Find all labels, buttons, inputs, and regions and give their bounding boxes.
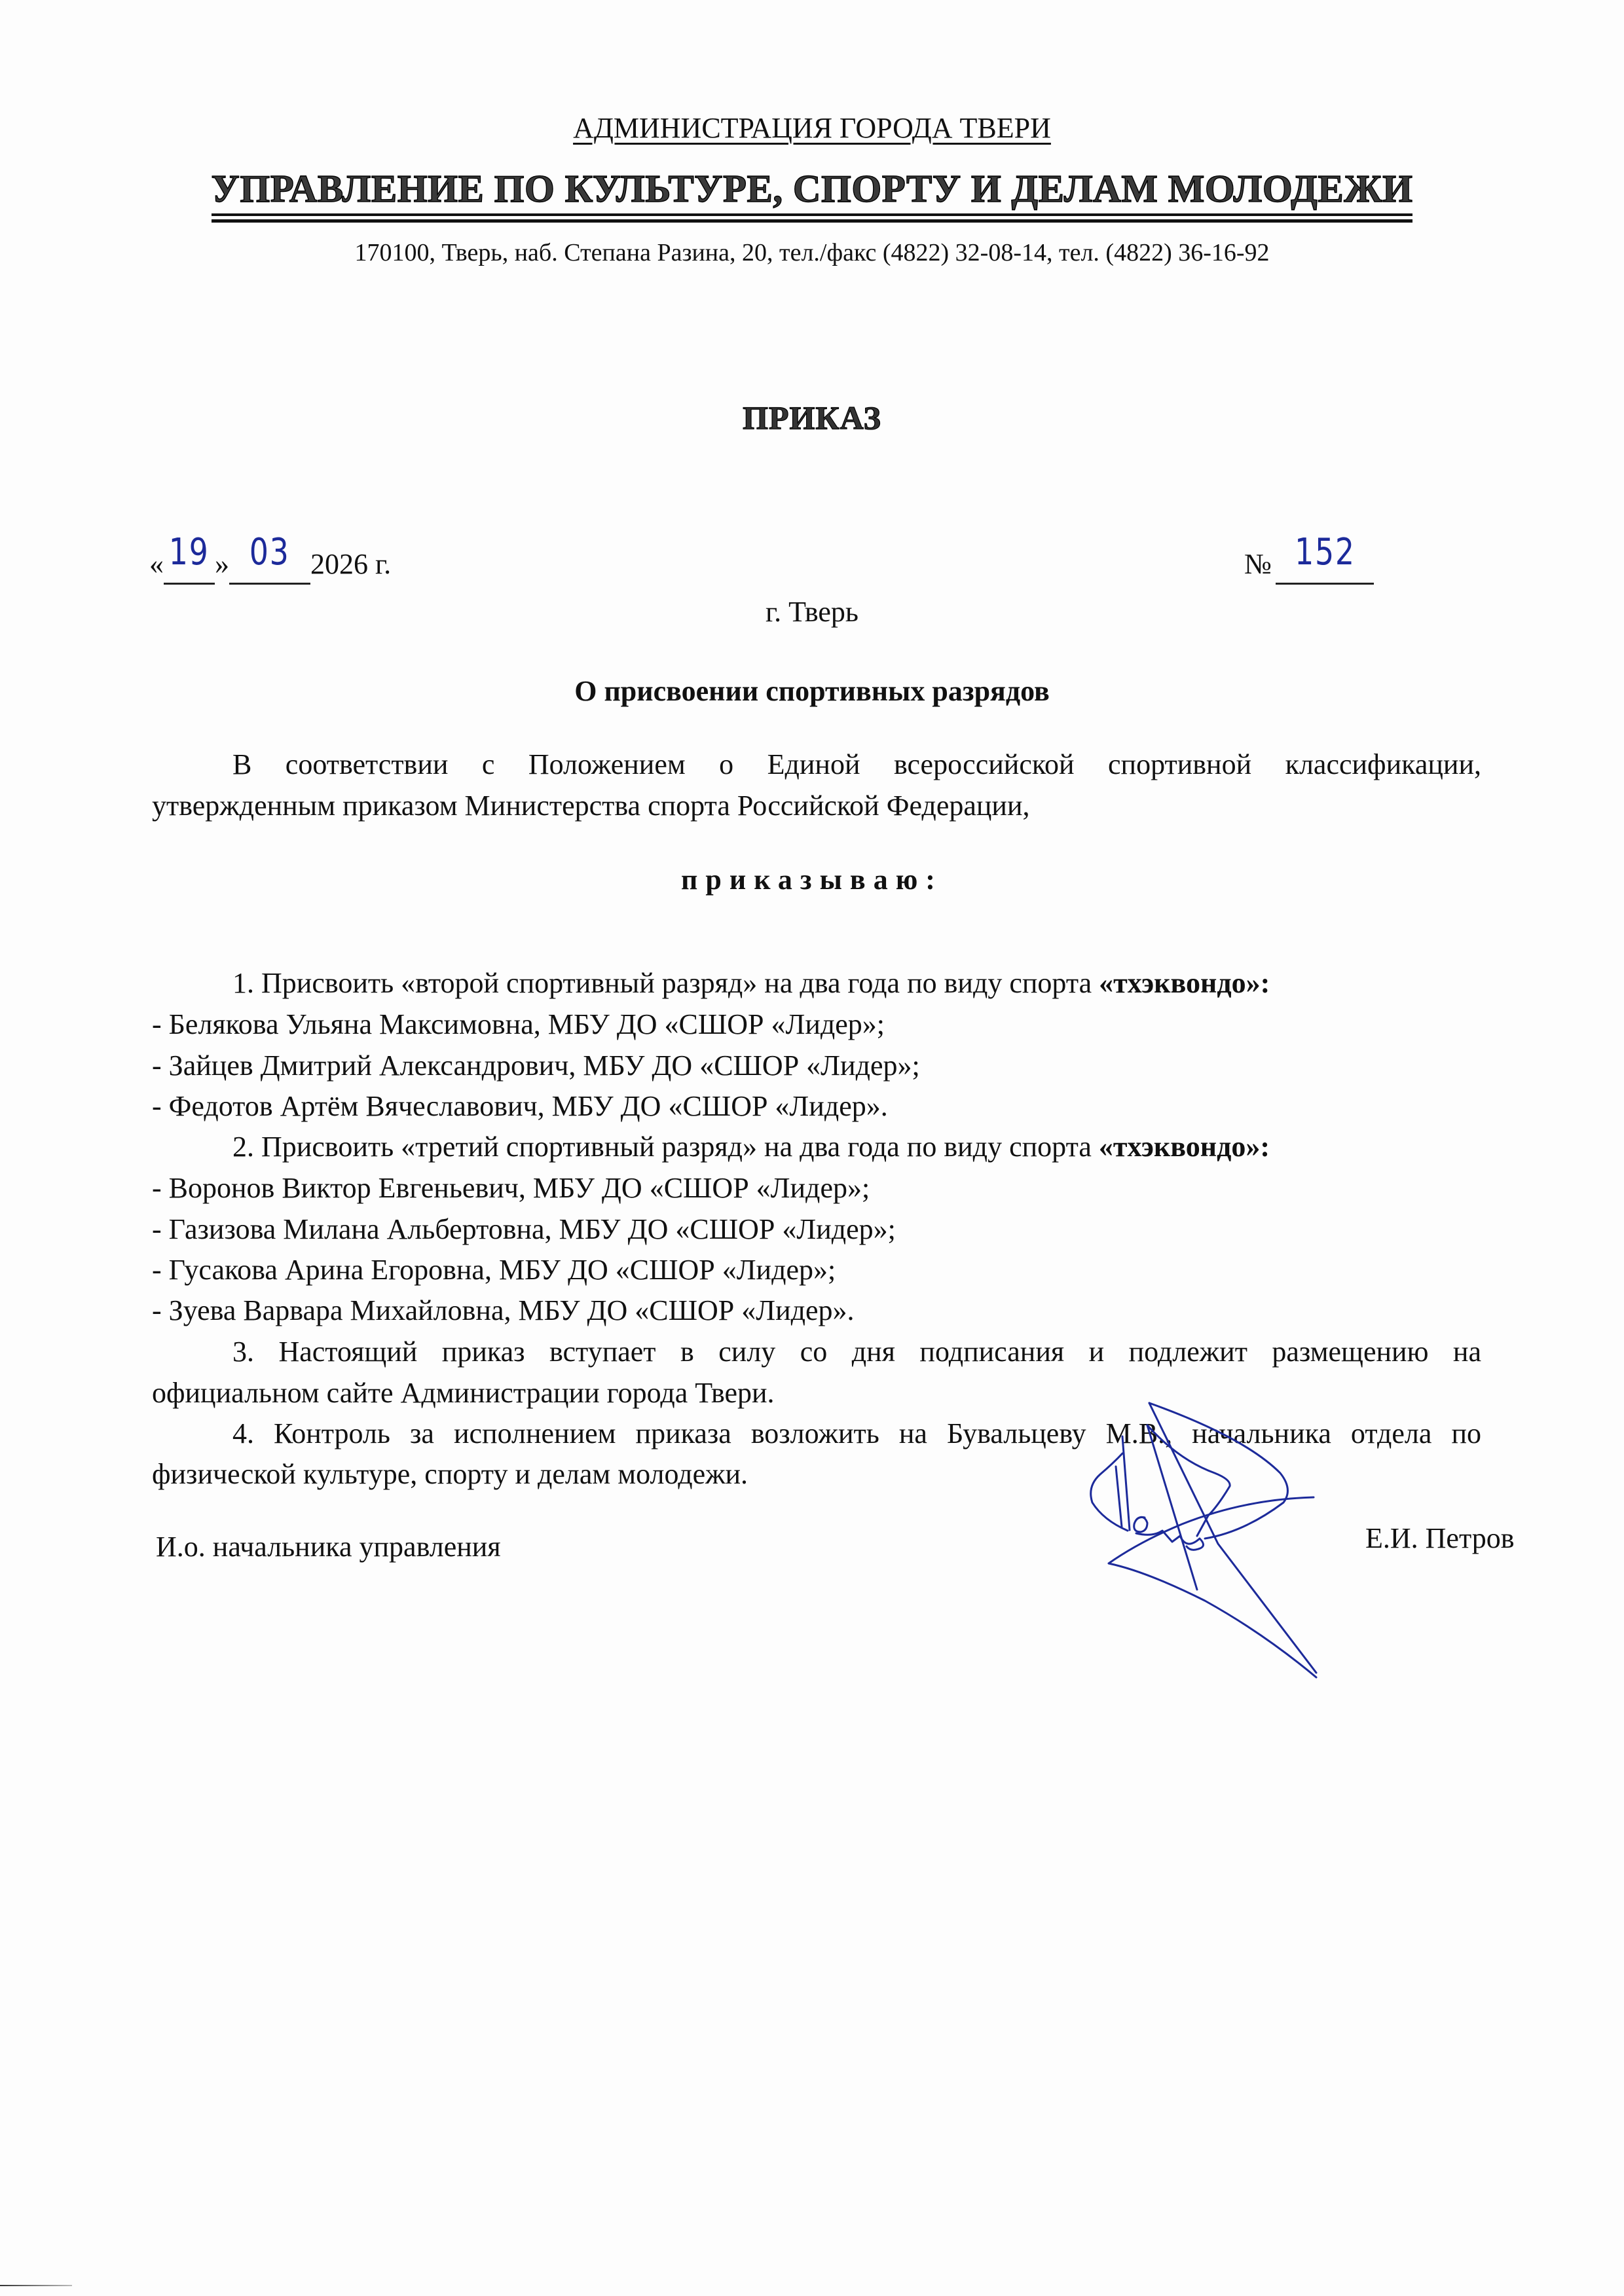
item-3-line-1: 3. Настоящий приказ вступает в силу со дня подписания и подлежит размещению на <box>232 1336 1481 1368</box>
date-year: 2026 г. <box>310 548 392 580</box>
item-1-heading <box>152 965 1481 1002</box>
list-item: - Зайцев Дмитрий Александрович, МБУ ДО «СШОР «Лидер»; <box>152 1049 920 1082</box>
signature-stroke <box>1116 1467 1122 1527</box>
city: г. Тверь <box>766 596 858 628</box>
signature-stroke <box>1134 1517 1147 1532</box>
number-field <box>1276 531 1374 585</box>
signature-stroke <box>1147 1425 1230 1536</box>
item-4-line-1: 4. Контроль за исполнением приказа возложить на Бувальцеву М.В., начальника отдела по <box>232 1417 1481 1449</box>
signatory-position: И.о. начальника управления <box>156 1531 501 1563</box>
number-handwritten: 152 <box>1294 531 1356 574</box>
preamble-line-2: утвержденным приказом Министерства спорта Российской Федерации, <box>152 790 1030 822</box>
signature-stroke <box>1122 1436 1130 1530</box>
signature-stroke <box>1149 1403 1316 1673</box>
date-day-field <box>164 531 215 585</box>
preamble-line-1: В соответствии с Положением о Единой всероссийской спортивной классификации, <box>232 748 1481 780</box>
department-header <box>0 165 1624 216</box>
administration-name: АДМИНИСТРАЦИЯ ГОРОДА ТВЕРИ <box>573 112 1051 144</box>
department-name: УПРАВЛЕНИЕ ПО КУЛЬТУРЕ, СПОРТУ И ДЕЛАМ МОЛОДЕЖИ <box>212 165 1413 216</box>
item-2-text: 2. Присвоить «третий спортивный разряд» на два года по виду спорта <box>232 1131 1099 1163</box>
signature-stroke <box>1109 1497 1316 1677</box>
list-item: - Федотов Артём Вячеславович, МБУ ДО «СШОР «Лидер». <box>152 1090 888 1122</box>
number-label: № <box>1244 548 1272 580</box>
item-1-text: 1. Присвоить «второй спортивный разряд» на два года по виду спорта <box>232 967 1099 999</box>
date-open-quote: « <box>149 548 164 580</box>
order-directive: приказываю: <box>681 864 943 896</box>
item-2-heading <box>152 1129 1481 1165</box>
list-item: - Зуева Варвара Михайловна, МБУ ДО «СШОР «Лидер». <box>152 1294 855 1326</box>
order-date <box>149 531 392 585</box>
signature-stroke <box>1149 1403 1287 1539</box>
item-4-line-2: физической культуре, спорту и делам молодежи. <box>152 1458 748 1490</box>
document-type-title: ПРИКАЗ <box>743 399 881 436</box>
date-close-quote: » <box>215 548 229 580</box>
list-item: - Белякова Ульяна Максимовна, МБУ ДО «СШОР «Лидер»; <box>152 1008 885 1040</box>
date-month-handwritten: 03 <box>249 531 290 574</box>
handwritten-signature-icon <box>1048 1375 1441 1728</box>
list-item: - Гусакова Арина Егоровна, МБУ ДО «СШОР «Лидер»; <box>152 1254 836 1286</box>
order-subject: О присвоении спортивных разрядов <box>574 675 1050 707</box>
list-item: - Воронов Виктор Евгеньевич, МБУ ДО «СШОР «Лидер»; <box>152 1172 870 1204</box>
signatory-name: Е.И. Петров <box>1365 1522 1515 1554</box>
order-number <box>1244 531 1374 585</box>
item-2-sport: «тхэквондо»: <box>1098 1131 1270 1163</box>
date-day-handwritten: 19 <box>169 531 210 574</box>
signature-stroke <box>1091 1453 1128 1531</box>
item-1-sport: «тхэквондо»: <box>1099 967 1270 999</box>
scan-artifact <box>0 2285 72 2286</box>
list-item: - Газизова Милана Альбертовна, МБУ ДО «СШОР «Лидер»; <box>152 1213 896 1245</box>
item-3-line-2: официальном сайте Администрации города Твери. <box>152 1377 775 1409</box>
date-month-field <box>229 531 310 585</box>
department-address: 170100, Тверь, наб. Степана Разина, 20, тел./факс (4822) 32-08-14, тел. (4822) 36-16-92 <box>354 239 1270 266</box>
